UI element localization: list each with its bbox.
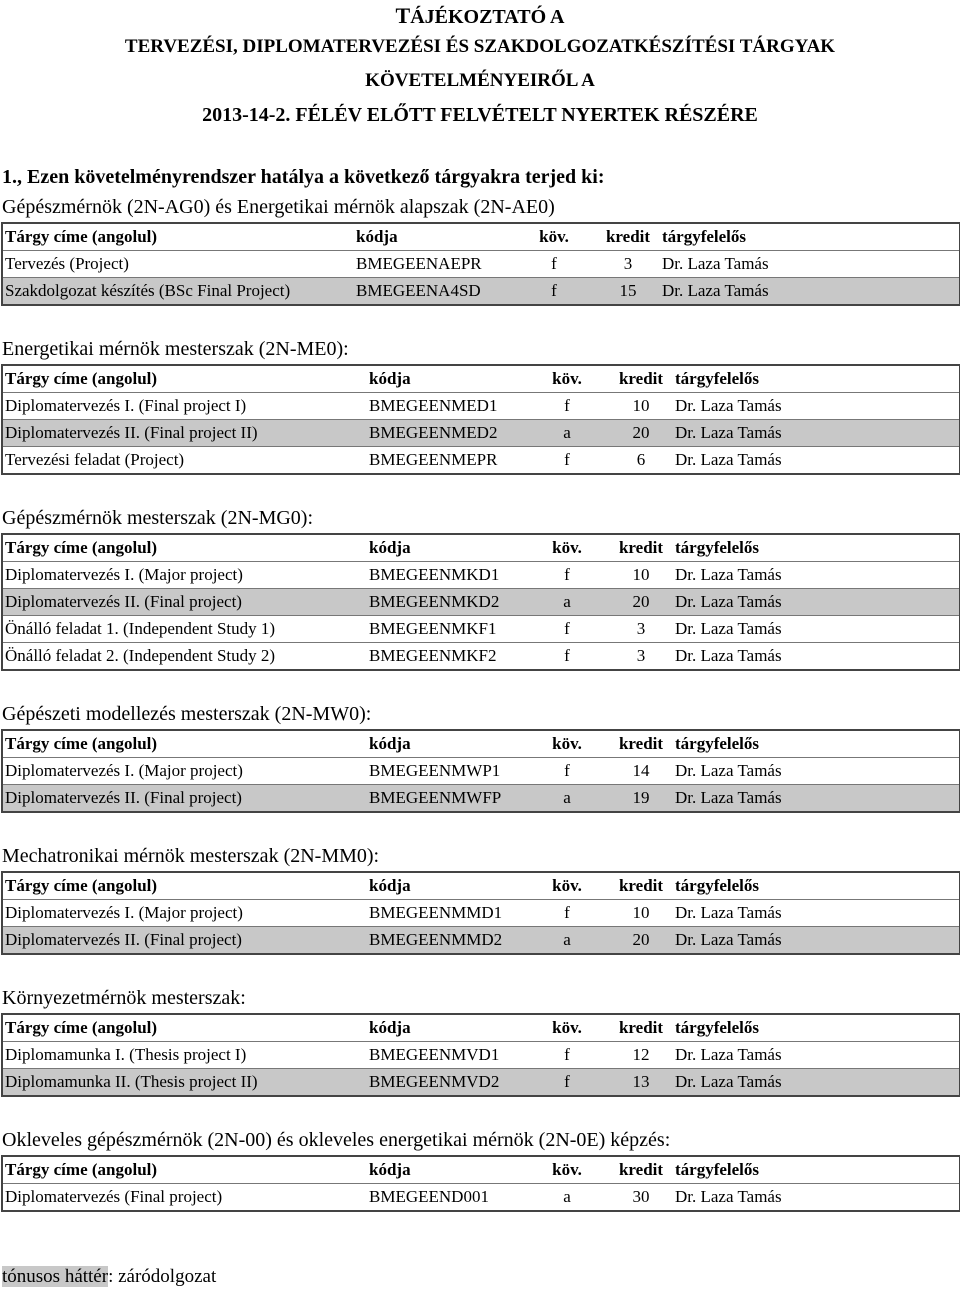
course-kredit: 12 [607,1042,673,1069]
table-row [2,1042,960,1069]
course-name: Diplomamunka II. (Thesis project II) [2,1069,367,1097]
course-kredit: 20 [607,420,673,447]
col-header-code: kódja [354,223,512,251]
col-header-code: kódja [367,1156,525,1184]
table-row [2,447,960,475]
col-header-name: Tárgy címe (angolul) [2,730,367,758]
course-code: BMEGEENMWP1 [367,758,525,785]
course-kov: f [525,393,607,420]
section-title: Okleveles gépészmérnök (2N-00) és okleveles energetikai mérnök (2N-0E) képzés: [2,1129,671,1151]
course-kredit: 30 [607,1184,673,1212]
course-kredit: 10 [607,900,673,927]
course-name: Önálló feladat 2. (Independent Study 2) [2,643,367,671]
course-kov: f [525,900,607,927]
section-gap [0,955,960,983]
col-header-kov: köv. [525,1014,607,1042]
col-header-kov: köv. [525,872,607,900]
course-felelos: Dr. Laza Tamás [673,393,960,420]
table-row [2,1184,960,1212]
course-code: BMEGEENMED2 [367,420,525,447]
legend-rest-text: : záródolgozat [108,1266,217,1287]
header-line-3: KÖVETELMÉNYEIRŐL A [365,70,595,91]
sections-container [0,192,960,1212]
header-line-2: TERVEZÉSI, DIPLOMATERVEZÉSI ÉS SZAKDOLGOZATKÉSZÍTÉSI TÁRGYAK [124,36,836,57]
course-kredit: 10 [607,393,673,420]
course-felelos: Dr. Laza Tamás [660,251,960,278]
course-table [1,1013,960,1097]
table-header-row [2,223,960,251]
course-code: BMEGEENMEPR [367,447,525,475]
table-header-row [2,365,960,393]
course-kov: f [525,447,607,475]
course-name: Diplomatervezés II. (Final project) [2,589,367,616]
course-name: Diplomatervezés II. (Final project II) [2,420,367,447]
course-felelos: Dr. Laza Tamás [673,785,960,813]
course-kov: a [525,1184,607,1212]
col-header-code: kódja [367,365,525,393]
table-row [2,393,960,420]
course-kov: f [525,758,607,785]
intro-text: 1., Ezen követelményrendszer hatálya a következő tárgyakra terjed ki: [2,166,605,188]
section-gap [0,813,960,841]
table-row [2,278,960,306]
col-header-felelos: tárgyfelelős [660,223,960,251]
course-table [1,364,960,475]
course-felelos: Dr. Laza Tamás [673,589,960,616]
col-header-code: kódja [367,534,525,562]
course-kov: f [525,616,607,643]
course-felelos: Dr. Laza Tamás [673,447,960,475]
section-title: Gépészmérnök mesterszak (2N-MG0): [2,507,314,529]
col-header-name: Tárgy címe (angolul) [2,1014,367,1042]
course-name: Diplomatervezés II. (Final project) [2,785,367,813]
table-row [2,616,960,643]
course-kredit: 3 [607,643,673,671]
col-header-kov: köv. [512,223,594,251]
course-felelos: Dr. Laza Tamás [673,616,960,643]
course-name: Diplomatervezés I. (Major project) [2,900,367,927]
course-kredit: 10 [607,562,673,589]
section-gap [0,306,960,334]
course-table [1,871,960,955]
col-header-kredit: kredit [607,534,673,562]
course-kredit: 3 [607,616,673,643]
course-table [1,1155,960,1212]
col-header-felelos: tárgyfelelős [673,1156,960,1184]
course-table [1,729,960,813]
course-name: Diplomamunka I. (Thesis project I) [2,1042,367,1069]
course-name: Diplomatervezés I. (Major project) [2,758,367,785]
col-header-felelos: tárgyfelelős [673,730,960,758]
course-kredit: 13 [607,1069,673,1097]
course-felelos: Dr. Laza Tamás [673,562,960,589]
course-felelos: Dr. Laza Tamás [673,643,960,671]
course-kov: f [525,1042,607,1069]
col-header-kredit: kredit [594,223,660,251]
document-header [0,0,960,132]
course-code: BMEGEENAEPR [354,251,512,278]
col-header-kredit: kredit [607,365,673,393]
course-kredit: 20 [607,927,673,955]
course-kov: f [525,562,607,589]
course-felelos: Dr. Laza Tamás [673,420,960,447]
course-kov: a [525,785,607,813]
table-row [2,251,960,278]
section-title: Gépészeti modellezés mesterszak (2N-MW0): [2,703,372,725]
col-header-name: Tárgy címe (angolul) [2,1156,367,1184]
table-row [2,758,960,785]
course-code: BMEGEENMKD1 [367,562,525,589]
course-felelos: Dr. Laza Tamás [673,1184,960,1212]
course-code: BMEGEENMVD2 [367,1069,525,1097]
table-row [2,643,960,671]
course-name: Diplomatervezés II. (Final project) [2,927,367,955]
course-kredit: 19 [607,785,673,813]
section-gap [0,1097,960,1125]
col-header-felelos: tárgyfelelős [673,1014,960,1042]
course-kredit: 14 [607,758,673,785]
course-code: BMEGEENA4SD [354,278,512,306]
table-header-row [2,1014,960,1042]
section-title: Környezetmérnök mesterszak: [2,987,246,1009]
col-header-felelos: tárgyfelelős [673,872,960,900]
course-kredit: 20 [607,589,673,616]
course-kredit: 3 [594,251,660,278]
legend-shaded-text: tónusos háttér [2,1266,109,1287]
section-title: Energetikai mérnök mesterszak (2N-ME0): [2,338,349,360]
col-header-kov: köv. [525,365,607,393]
course-name: Diplomatervezés I. (Major project) [2,562,367,589]
col-header-kov: köv. [525,534,607,562]
course-code: BMEGEENMKF1 [367,616,525,643]
table-row [2,420,960,447]
col-header-kredit: kredit [607,1156,673,1184]
course-code: BMEGEENMWFP [367,785,525,813]
course-felelos: Dr. Laza Tamás [660,278,960,306]
course-kov: f [512,251,594,278]
course-kov: f [512,278,594,306]
course-name: Diplomatervezés I. (Final project I) [2,393,367,420]
course-name: Tervezés (Project) [2,251,354,278]
col-header-name: Tárgy címe (angolul) [2,534,367,562]
section-gap [0,475,960,503]
course-kov: a [525,420,607,447]
course-felelos: Dr. Laza Tamás [673,1042,960,1069]
course-name: Önálló feladat 1. (Independent Study 1) [2,616,367,643]
col-header-kredit: kredit [607,730,673,758]
course-kredit: 6 [607,447,673,475]
section-gap [0,671,960,699]
course-code: BMEGEENMVD1 [367,1042,525,1069]
course-felelos: Dr. Laza Tamás [673,1069,960,1097]
col-header-name: Tárgy címe (angolul) [2,223,354,251]
course-name: Szakdolgozat készítés (BSc Final Project) [2,278,354,306]
col-header-kredit: kredit [607,872,673,900]
table-row [2,589,960,616]
col-header-felelos: tárgyfelelős [673,365,960,393]
course-table [1,222,960,306]
course-code: BMEGEENMED1 [367,393,525,420]
col-header-kredit: kredit [607,1014,673,1042]
col-header-felelos: tárgyfelelős [673,534,960,562]
col-header-kov: köv. [525,730,607,758]
table-row [2,562,960,589]
course-table [1,533,960,671]
section-title: Mechatronikai mérnök mesterszak (2N-MM0): [2,845,380,867]
table-row [2,1069,960,1097]
header-line-1: TÁJÉKOZTATÓ A [395,3,565,28]
course-felelos: Dr. Laza Tamás [673,900,960,927]
table-row [2,785,960,813]
table-header-row [2,534,960,562]
course-code: BMEGEEND001 [367,1184,525,1212]
course-code: BMEGEENMMD1 [367,900,525,927]
course-felelos: Dr. Laza Tamás [673,927,960,955]
table-header-row [2,730,960,758]
col-header-kov: köv. [525,1156,607,1184]
header-line-4: 2013-14-2. FÉLÉV ELŐTT FELVÉTELT NYERTEK RÉSZÉRE [202,104,758,126]
col-header-code: kódja [367,1014,525,1042]
course-felelos: Dr. Laza Tamás [673,758,960,785]
course-code: BMEGEENMKD2 [367,589,525,616]
table-header-row [2,872,960,900]
col-header-name: Tárgy címe (angolul) [2,872,367,900]
course-kov: a [525,589,607,616]
col-header-code: kódja [367,872,525,900]
course-kov: f [525,1069,607,1097]
section-title: Gépészmérnök (2N-AG0) és Energetikai mérnök alapszak (2N-AE0) [2,196,555,218]
legend [2,1266,216,1288]
col-header-name: Tárgy címe (angolul) [2,365,367,393]
course-name: Tervezési feladat (Project) [2,447,367,475]
table-header-row [2,1156,960,1184]
course-kov: a [525,927,607,955]
table-row [2,900,960,927]
course-kredit: 15 [594,278,660,306]
course-name: Diplomatervezés (Final project) [2,1184,367,1212]
course-code: BMEGEENMMD2 [367,927,525,955]
course-kov: f [525,643,607,671]
table-row [2,927,960,955]
col-header-code: kódja [367,730,525,758]
course-code: BMEGEENMKF2 [367,643,525,671]
